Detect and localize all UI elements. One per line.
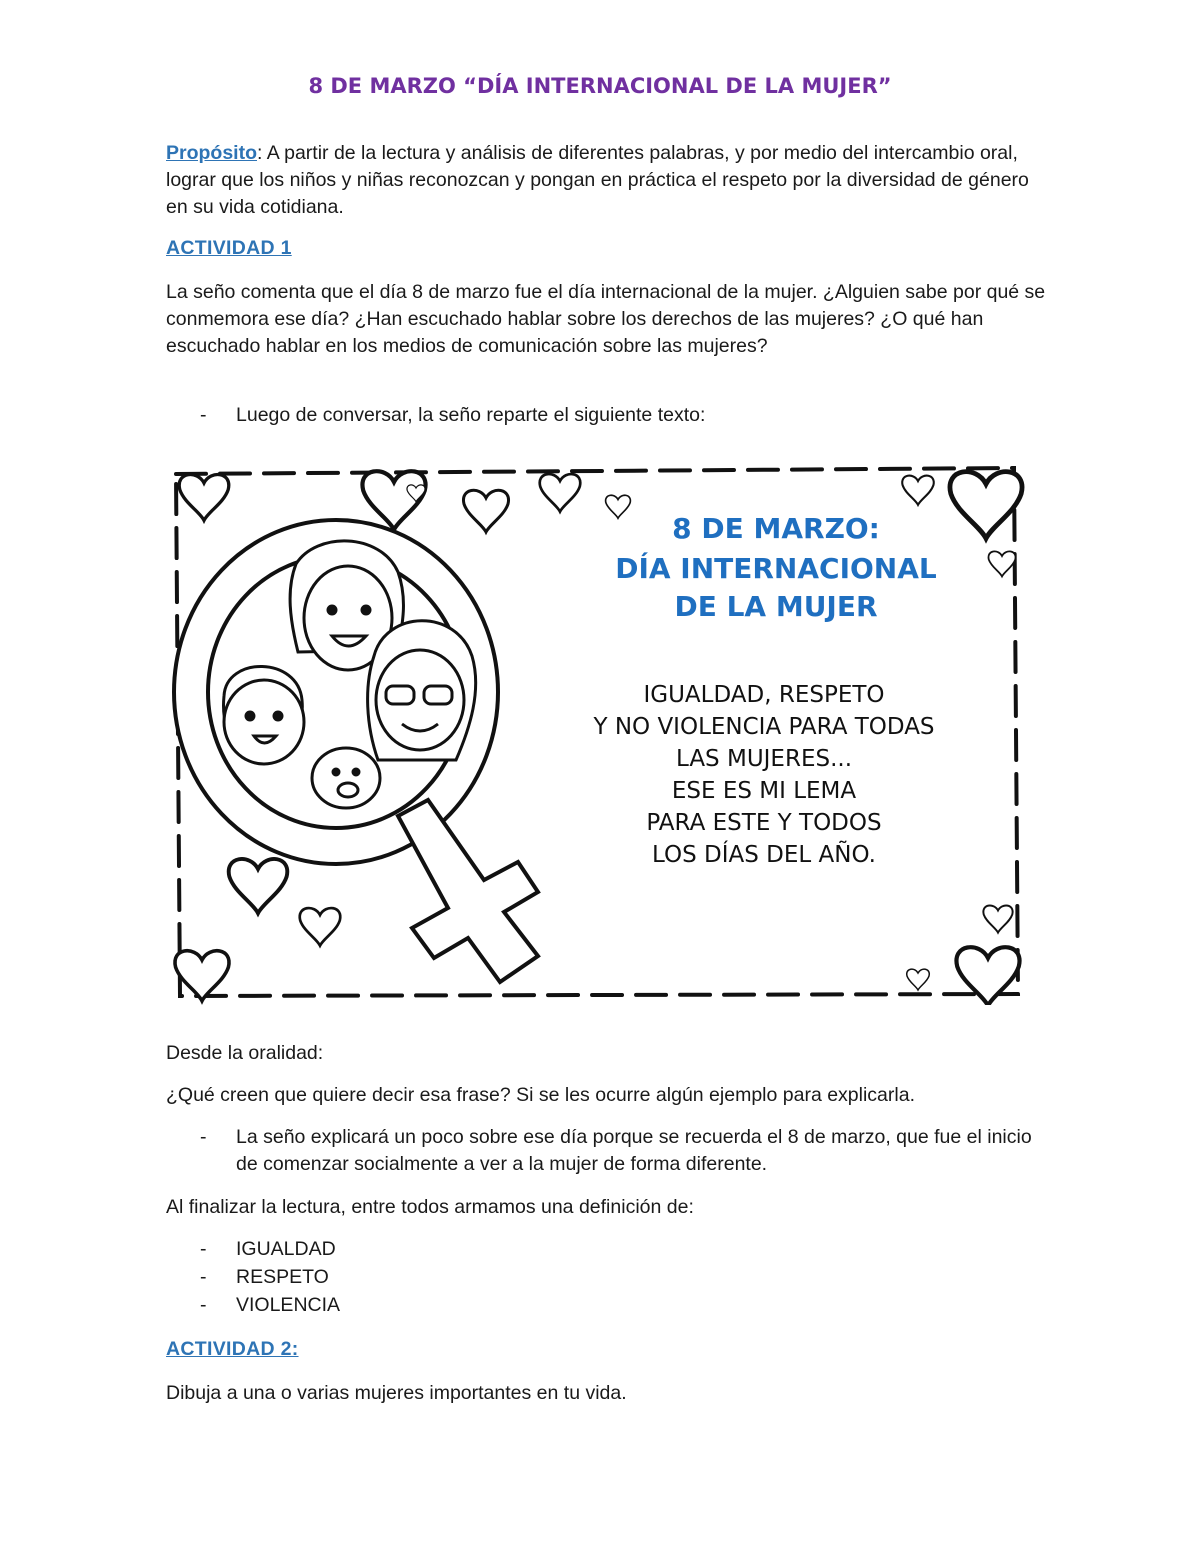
activity2-text: Dibuja a una o varias mujeres importantes en tu vida. — [166, 1382, 627, 1404]
poster-title-line-1: 8 DE MARZO: — [672, 512, 880, 545]
bullet-text: RESPETO — [236, 1266, 329, 1288]
activity1-intro: La seño comenta que el día 8 de marzo fue el día internacional de la mujer. ¿Alguien sabe por qué se conmemora ese día? ¿Han escuchado hablar sobre los derechos de las mujeres? ¿O qué han escuchado hablar en los medios de comunicación sobre las mujeres? — [166, 281, 1046, 357]
oral-question: ¿Qué creen que quiere decir esa frase? Si se les ocurre algún ejemplo para explicarla. — [166, 1084, 915, 1106]
poster-motto-line-3: LAS MUJERES... — [675, 746, 853, 772]
poster-image — [166, 460, 1032, 1005]
bullet-dash: - — [200, 1294, 207, 1316]
poster-motto-line-6: LOS DÍAS DEL AÑO. — [652, 842, 876, 868]
poster-title-line-2: DÍA INTERNACIONAL — [615, 552, 937, 585]
oral-label: Desde la oralidad: — [166, 1042, 324, 1064]
activity2-heading: ACTIVIDAD 2: — [166, 1338, 299, 1360]
bullet-text: VIOLENCIA — [236, 1294, 341, 1316]
bullet-text: La seño explicará un poco sobre ese día porque se recuerda el 8 de marzo, que fue el inicio de comenzar socialmente a ver a la mujer de forma diferente. — [236, 1126, 1032, 1175]
definition-intro: Al finalizar la lectura, entre todos armamos una definición de: — [166, 1196, 694, 1218]
page-title: 8 DE MARZO “DÍA INTERNACIONAL DE LA MUJER” — [308, 74, 892, 98]
poster-illustration — [166, 460, 1032, 1005]
bullet-text: Luego de conversar, la seño reparte el siguiente texto: — [236, 404, 706, 426]
bullet-dash: - — [200, 1126, 207, 1148]
bullet-dash: - — [200, 1238, 207, 1260]
activity1-heading: ACTIVIDAD 1 — [166, 237, 292, 259]
bullet-text: IGUALDAD — [236, 1238, 336, 1260]
list-item — [200, 1124, 1040, 1178]
purpose-label: Propósito — [166, 142, 257, 164]
poster-motto-line-4: ESE ES MI LEMA — [671, 778, 857, 804]
list-item — [200, 1236, 1040, 1263]
bullet-dash: - — [200, 404, 207, 426]
bullet-dash: - — [200, 1266, 207, 1288]
poster-title-line-3: DE LA MUJER — [674, 590, 878, 623]
poster-motto-line-1: IGUALDAD, RESPETO — [643, 682, 885, 708]
poster-motto-line-2: Y NO VIOLENCIA PARA TODAS — [593, 714, 935, 740]
list-item — [200, 1292, 1040, 1319]
purpose-text: : A partir de la lectura y análisis de diferentes palabras, y por medio del intercambio oral, lograr que los niños y niñas reconozcan y pongan en práctica el respeto por la diversidad de género en su vida cotidiana. — [166, 142, 1029, 218]
list-item — [200, 1264, 1040, 1291]
poster-motto-line-5: PARA ESTE Y TODOS — [646, 810, 882, 836]
purpose-paragraph — [166, 140, 1046, 221]
list-item — [200, 402, 1040, 429]
